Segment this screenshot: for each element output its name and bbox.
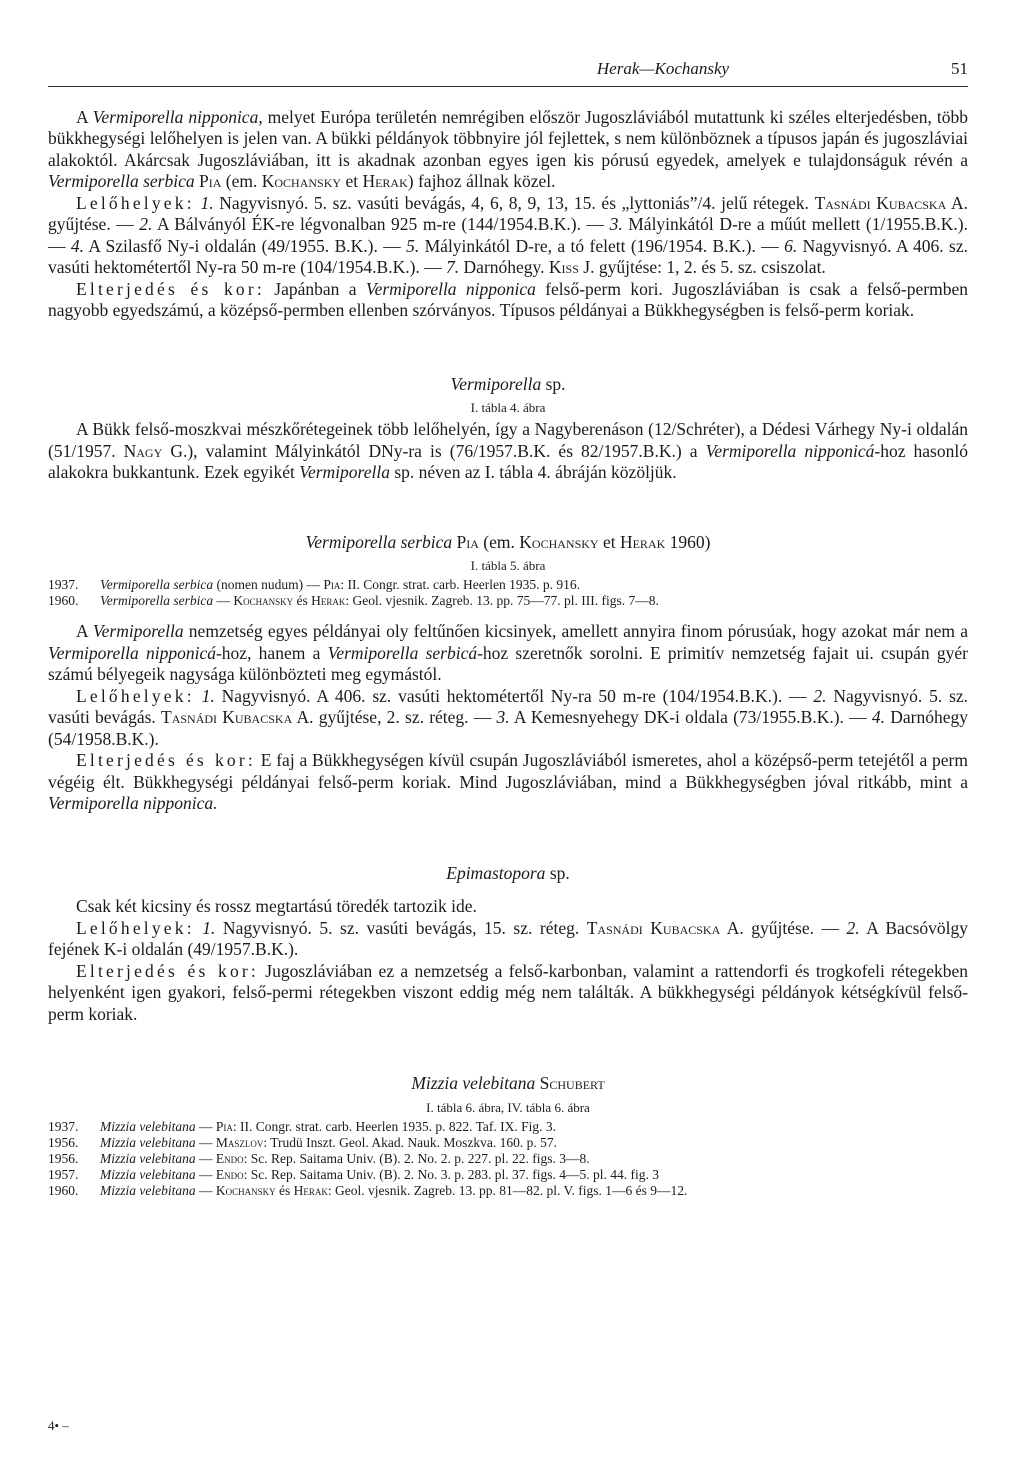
paragraph-localities: Lelőhelyek: 1. Nagyvisnyó. 5. sz. vasúti bevágás, 4, 6, 8, 9, 13, 15. és „lyttoniás”/4. jelű rétegek. Tasnádi Kubacska A. gyűjtése. — 2. A Bálványól ÉK-re légvonalban 925 m-re (144/1954.B.K.). — 3. Mályinkától D-re a műút mellett (1/1955.B.K.). — 4. A Szilasfő Ny-i oldalán (49/1955. B.K.). — 5. Mályinkától D-re, a tó felett (196/1954. B.K.). — 6. Nagyvisnyó. A 406. sz. vasúti hektométertől Ny-ra 50 m-re (104/1954.B.K.). — 7. Darnóhegy. Kiss J. gyűjtése: 1, 2. és 5. sz. csiszolat. [48,192,968,277]
page [48,58,968,1211]
heading-vermiporella-sp: Vermiporella sp. [450,373,566,394]
page-number: 51 [951,59,968,78]
synonymy-entry: 1960. Mizzia velebitana — Kochansky és Herak: Geol. vjesnik. Zagreb. 13. pp. 81—82. pl. V. figs. 1—6 és 9—12. [48,1182,688,1198]
plate-reference: I. tábla 5. ábra [470,558,546,573]
paragraph-epimastopora: Csak két kicsiny és rossz megtartású töredék tartozik ide. [76,896,477,916]
synonymy-list [48,1119,968,1199]
running-title: Herak—Kochansky [596,59,730,78]
synonymy-entry: 1937. Mizzia velebitana — Pia: II. Congr. strat. carb. Heerlen 1935. p. 822. Taf. IX. Fig. 3. [48,1118,556,1134]
paragraph-intro: A Vermiporella nipponica, melyet Európa területén nemrégiben először Jugoszláviából mutattunk ki széles elterjedésben, több bükkhegységi lelőhelyen is jelen van. A bükki példányok többnyire jól fejlettek, s nem különböznek a típusos japán és jugoszláviai alakoktól. Akárcsak Jugoszláviában, itt is akadnak azonban egyes igen kis pórusú egyedek, amelyek e tulajdonságuk révén a Vermiporella serbica Pia (em. Kochansky et Herak) fajhoz állnak közel. [48,106,968,191]
heading-vermiporella-serbica: Vermiporella serbica Pia (em. Kochansky et Herak 1960) [305,531,711,552]
paragraph-distribution: Elterjedés és kor: Jugoszláviában ez a nemzetség a felső-karbonban, valamint a rattendorfi és trogkofeli rétegekben helyenként igen gyakori, felső-permi rétegekben viszont eddig még nem találták. A bükkhegységi példányok kétségkívül felső-perm koriak. [48,960,968,1024]
heading-mizzia-velebitana: Mizzia velebitana Schubert [411,1073,605,1093]
synonymy-entry: 1956. Mizzia velebitana — Endo: Sc. Rep. Saitama Univ. (B). 2. No. 2. p. 227. pl. 22. figs. 3—8. [48,1150,590,1166]
paragraph-localities: Lelőhelyek: 1. Nagyvisnyó. A 406. sz. vasúti hektométertől Ny-ra 50 m-re (104/1954.B.K.). — 2. Nagyvisnyó. 5. sz. vasúti bevágás. Tasnádi Kubacska A. gyűjtése, 2. sz. réteg. — 3. A Kemesnyehegy DK-i oldala (73/1955.B.K.). — 4. Darnóhegy (54/1958.B.K.). [48,685,969,749]
synonymy-entry: 1937. Vermiporella serbica (nomen nudum) — Pia: II. Congr. strat. carb. Heerlen 1935. p. 916. [48,577,580,592]
paragraph-distribution: Elterjedés és kor: E faj a Bükkhegységen kívül csupán Jugoszláviából ismeretes, ahol a középső-perm tetejétől a perm végéig élt. Bükkhegységi példányai felső-perm koriak. Mind Jugoszláviában, mind a Bükkhegységben jóval ritkább, mint a Vermiporella nipponica. [48,750,968,813]
heading-epimastopora-sp: Epimastopora sp. [446,862,570,883]
paragraph-distribution: Elterjedés és kor: Japánban a Vermiporella nipponica felső-perm kori. Jugoszláviában is csak a felső-permben nagyobb egyedszámú, a középső-permben ellenben szórványos. Típusos példányai a Bükkhegységben is felső-perm koriak. [48,278,968,320]
synonymy-entry: 1960. Vermiporella serbica — Kochansky és Herak: Geol. vjesnik. Zagreb. 13. pp. 75—77. pl. III. figs. 7—8. [48,593,659,608]
plate-reference: I. tábla 6. ábra, IV. tábla 6. ábra [426,1099,590,1115]
header-rule [48,86,968,87]
paragraph-localities: Lelőhelyek: 1. Nagyvisnyó. 5. sz. vasúti bevágás, 15. sz. réteg. Tasnádi Kubacska A. gyűjtése. — 2. A Bacsóvölgy fejének K-i oldalán (49/1957.B.K.). [48,917,969,959]
plate-reference: I. tábla 4. ábra [470,400,546,415]
synonymy-list [48,577,968,609]
signature-mark: 4• – [48,1418,69,1433]
synonymy-entry: 1956. Mizzia velebitana — Maszlov: Trudü Inszt. Geol. Akad. Nauk. Moszkva. 160. p. 57. [48,1134,557,1150]
synonymy-entry: 1957. Mizzia velebitana — Endo: Sc. Rep. Saitama Univ. (B). 2. No. 3. p. 283. pl. 37. figs. 4—5. pl. 44. fig. 3 [48,1166,659,1182]
paragraph-serbica: A Vermiporella nemzetség egyes példányai oly feltűnően kicsinyek, amellett annyira finom pórusúak, hogy azokat már nem a Vermiporella nipponicá-hoz, hanem a Vermiporella serbicá-hoz szeretnők sorolni. E primitív nemzetség fajait ui. csupán gyér számú bélyegeik nagysága különbözteti meg egymástól. [48,621,968,684]
running-header [48,58,968,80]
paragraph-vermiporella-sp: A Bükk felső-moszkvai mészkőrétegeinek több lelőhelyén, így a Nagyberenáson (12/Schréter), a Dédesi Várhegy Ny-i oldalán (51/1957. Nagy G.), valamint Mályinkától DNy-ra is (76/1957.B.K. és 82/1957.B.K.) a Vermiporella nipponicá-hoz hasonló alakokra bukkantunk. Ezek egyikét Vermiporella sp. néven az I. tábla 4. ábráján közöljük. [48,419,968,482]
